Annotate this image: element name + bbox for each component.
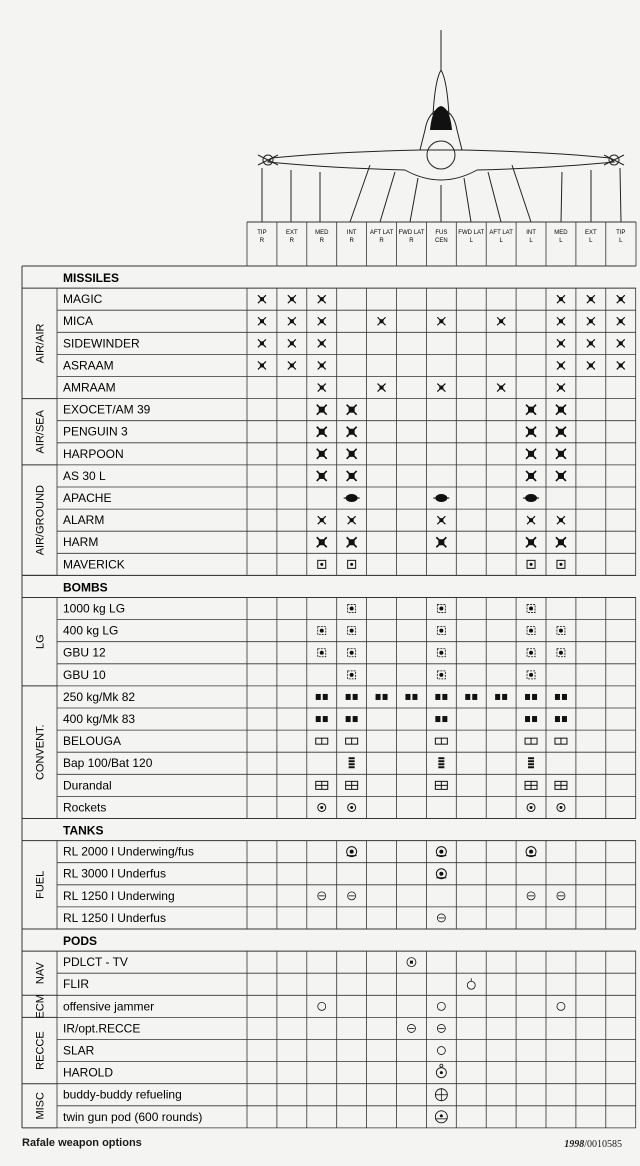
station-mark — [467, 978, 475, 989]
station-mark — [555, 738, 567, 744]
weapon-label: Bap 100/Bat 120 — [63, 756, 153, 771]
group-label — [22, 1031, 57, 1083]
station-sublabel: L — [499, 238, 503, 244]
station-mark — [435, 1089, 447, 1101]
station-mark — [587, 295, 595, 303]
station-mark — [348, 671, 356, 679]
weapon-row — [57, 354, 636, 376]
station-mark — [318, 384, 326, 392]
station-sublabel: L — [619, 238, 623, 244]
station-mark — [347, 471, 357, 481]
weapon-label: AS 30 L — [63, 468, 106, 483]
figure-reference — [564, 1139, 622, 1150]
weapon-label: 1000 kg LG — [63, 601, 126, 616]
station-mark — [347, 449, 357, 459]
group-name: LG — [34, 634, 47, 650]
weapon-label: MAGIC — [63, 292, 103, 307]
station-mark — [318, 560, 326, 568]
station-mark — [433, 494, 449, 502]
weapon-label: RL 1250 l Underfus — [63, 910, 166, 925]
group-name: MISC — [34, 1092, 47, 1120]
station-mark — [348, 516, 356, 524]
weapon-label: 400 kg LG — [63, 623, 119, 638]
station-mark — [436, 537, 446, 547]
section-title: PODS — [63, 934, 98, 948]
station-mark — [556, 427, 566, 437]
station-mark — [318, 803, 326, 811]
station-mark — [555, 716, 567, 722]
station-mark — [436, 1064, 446, 1078]
station-sublabel: L — [559, 238, 563, 244]
station-mark — [376, 694, 388, 700]
station-mark — [557, 803, 565, 811]
station-mark — [437, 1047, 445, 1055]
group-label — [22, 1092, 57, 1128]
station-mark — [526, 405, 536, 415]
weapon-label: SLAR — [63, 1043, 95, 1058]
station-mark — [437, 671, 445, 679]
section-header — [22, 929, 636, 951]
station-mark — [555, 781, 567, 789]
station-mark — [348, 892, 356, 900]
station-mark — [527, 892, 535, 900]
weapon-label: 250 kg/Mk 82 — [63, 689, 136, 704]
weapon-row — [57, 487, 636, 509]
station-mark — [436, 869, 446, 879]
weapon-row — [57, 1040, 636, 1062]
group-label — [22, 994, 57, 1018]
station-label: TIP — [257, 230, 267, 236]
weapon-row — [57, 686, 636, 708]
group-name: AIR/AIR — [34, 323, 47, 364]
weapon-row — [57, 973, 636, 995]
group-name: RECCE — [34, 1031, 47, 1070]
weapon-label: AMRAAM — [63, 380, 116, 395]
weapon-row — [57, 332, 636, 354]
weapon-row — [57, 377, 636, 399]
weapon-label: PENGUIN 3 — [63, 424, 128, 439]
station-mark — [436, 847, 446, 857]
weapon-row — [57, 1017, 636, 1039]
weapon-row — [57, 995, 636, 1017]
section-header — [22, 266, 636, 288]
station-mark — [288, 361, 296, 369]
station-mark — [587, 361, 595, 369]
station-mark — [497, 384, 505, 392]
weapon-row — [57, 509, 636, 531]
station-mark — [317, 405, 327, 415]
weapon-label: SIDEWINDER — [63, 336, 140, 351]
weapon-row — [57, 1106, 636, 1128]
weapon-row — [57, 1084, 636, 1106]
weapon-row — [57, 774, 636, 796]
weapon-label: ALARM — [63, 513, 105, 528]
station-mark — [317, 427, 327, 437]
station-mark — [556, 449, 566, 459]
station-mark — [258, 339, 266, 347]
station-mark — [617, 317, 625, 325]
station-sublabel: L — [529, 238, 533, 244]
station-mark — [526, 471, 536, 481]
station-sublabel: R — [349, 238, 354, 244]
station-mark — [435, 694, 447, 700]
station-sublabel: R — [379, 238, 384, 244]
weapon-label: MAVERICK — [63, 557, 125, 572]
station-mark — [348, 649, 356, 657]
weapon-row — [57, 465, 636, 487]
weapon-row — [57, 885, 636, 907]
station-label: FUS — [435, 230, 448, 236]
group-name: CONVENT. — [34, 724, 47, 781]
weapon-label: ASRAAM — [63, 358, 114, 373]
station-mark — [437, 384, 445, 392]
station-mark — [348, 803, 356, 811]
station-mark — [557, 560, 565, 568]
weapon-label: HARM — [63, 535, 99, 550]
station-mark — [435, 738, 447, 744]
station-label: FWD LAT — [458, 230, 485, 236]
station-mark — [378, 384, 386, 392]
weapon-label: PDLCT - TV — [63, 955, 128, 970]
group-name: NAV — [34, 962, 47, 985]
station-sublabel: CEN — [435, 238, 448, 244]
section-header — [22, 819, 636, 841]
station-mark — [527, 803, 535, 811]
weapon-row — [57, 288, 636, 310]
weapon-row — [57, 1062, 636, 1084]
station-mark — [347, 405, 357, 415]
weapon-row — [57, 531, 636, 553]
weapon-label: Durandal — [63, 778, 112, 793]
section-title: TANKS — [63, 823, 104, 838]
station-mark — [556, 537, 566, 547]
station-mark — [258, 295, 266, 303]
weapon-row — [57, 951, 636, 973]
weapon-label: RL 2000 l Underwing/fus — [63, 844, 194, 859]
weapon-label: twin gun pod (600 rounds) — [63, 1109, 203, 1124]
station-label: INT — [526, 230, 536, 236]
station-mark — [527, 560, 535, 568]
station-label: AFT LAT — [369, 230, 394, 236]
weapon-label: BELOUGA — [63, 734, 122, 749]
weapon-label: offensive jammer — [63, 999, 155, 1014]
station-mark — [555, 694, 567, 700]
station-label: MED — [554, 230, 568, 236]
station-mark — [348, 605, 356, 613]
weapon-label: RL 3000 l Underfus — [63, 866, 166, 881]
group-name: FUEL — [34, 870, 47, 899]
reference-year: 1998 — [564, 1139, 585, 1150]
weapon-label: EXOCET/AM 39 — [63, 402, 151, 417]
weapon-label: buddy-buddy refueling — [63, 1087, 182, 1102]
station-mark — [318, 649, 326, 657]
station-mark — [523, 494, 539, 502]
station-mark — [557, 649, 565, 657]
station-sublabel: R — [289, 238, 295, 244]
station-sublabel: R — [319, 238, 324, 244]
station-mark — [318, 361, 326, 369]
weapon-row — [57, 443, 636, 465]
station-sublabel: L — [469, 238, 473, 244]
station-mark — [318, 627, 326, 635]
station-mark — [349, 757, 355, 768]
station-mark — [437, 627, 445, 635]
weapon-label: FLIR — [63, 977, 90, 992]
station-mark — [405, 694, 417, 700]
station-mark — [557, 892, 565, 900]
station-mark — [587, 317, 595, 325]
station-mark — [527, 627, 535, 635]
weapon-row — [57, 553, 636, 575]
weapon-row — [57, 642, 636, 664]
group-label — [22, 724, 57, 818]
group-label — [22, 634, 57, 686]
station-mark — [435, 716, 447, 722]
station-mark — [437, 605, 445, 613]
station-label: MED — [315, 230, 329, 236]
group-label — [22, 871, 57, 929]
group-name: ECM — [34, 994, 47, 1019]
weapon-label: GBU 12 — [63, 645, 106, 660]
station-label: INT — [346, 230, 357, 236]
station-mark — [316, 694, 328, 700]
station-mark — [435, 781, 447, 789]
weapon-row — [57, 796, 636, 818]
section-title: BOMBS — [63, 580, 108, 595]
station-mark — [318, 295, 326, 303]
station-mark — [525, 694, 537, 700]
station-mark — [437, 317, 445, 325]
station-mark — [557, 295, 565, 303]
station-mark — [346, 738, 358, 744]
weapon-label: RL 1250 l Underwing — [63, 888, 175, 903]
station-mark — [344, 494, 360, 502]
weapon-row — [57, 421, 636, 443]
weapon-row — [57, 399, 636, 421]
station-mark — [525, 716, 537, 722]
station-mark — [318, 339, 326, 347]
station-mark — [288, 339, 296, 347]
station-mark — [288, 317, 296, 325]
station-mark — [316, 716, 328, 722]
station-mark — [348, 560, 356, 568]
figure-caption: Rafale weapon options — [22, 1137, 142, 1149]
station-header — [22, 222, 636, 1128]
station-mark — [437, 1024, 445, 1032]
station-mark — [318, 1002, 326, 1010]
group-label — [22, 485, 57, 575]
station-mark — [617, 339, 625, 347]
group-label — [22, 409, 57, 465]
station-mark — [557, 384, 565, 392]
station-sublabel: R — [409, 238, 414, 244]
station-mark — [556, 405, 566, 415]
station-mark — [527, 649, 535, 657]
station-mark — [317, 449, 327, 459]
station-label: AFT LAT — [489, 230, 513, 236]
section-title: MISSILES — [63, 271, 120, 285]
station-mark — [617, 361, 625, 369]
weapon-label: 400 kg/Mk 83 — [63, 712, 136, 726]
station-mark — [527, 516, 535, 524]
weapon-row — [57, 907, 636, 929]
station-mark — [526, 449, 536, 459]
station-mark — [557, 361, 565, 369]
station-mark — [316, 738, 328, 744]
group-name: AIR/GROUND — [34, 485, 47, 556]
weapon-label: HAROLD — [63, 1065, 114, 1080]
station-mark — [465, 694, 477, 700]
station-mark — [495, 694, 507, 700]
weapon-row — [57, 620, 636, 642]
station-mark — [557, 627, 565, 635]
weapon-row — [57, 863, 636, 885]
station-mark — [407, 958, 416, 967]
station-mark — [557, 516, 565, 524]
weapon-row — [57, 752, 636, 774]
weapon-row — [57, 841, 636, 863]
group-label — [22, 323, 57, 398]
station-mark — [348, 627, 356, 635]
weapon-label: APACHE — [63, 491, 112, 505]
station-label: TIP — [616, 230, 626, 236]
weapon-row — [57, 664, 636, 686]
station-label: EXT — [585, 230, 597, 236]
station-mark — [318, 892, 326, 900]
weapon-row — [57, 730, 636, 752]
station-mark — [526, 847, 536, 857]
group-name: AIR/SEA — [34, 410, 47, 454]
station-mark — [346, 781, 358, 789]
station-mark — [435, 1111, 447, 1123]
station-mark — [525, 781, 537, 789]
weapon-label: IR/opt.RECCE — [63, 1021, 141, 1036]
station-sublabel: L — [589, 238, 593, 244]
station-mark — [525, 738, 537, 744]
station-mark — [317, 471, 327, 481]
station-mark — [378, 317, 386, 325]
station-label: EXT — [286, 230, 298, 236]
weapon-label: GBU 10 — [63, 667, 106, 682]
station-mark — [526, 427, 536, 437]
station-mark — [346, 716, 358, 722]
station-mark — [557, 339, 565, 347]
station-mark — [617, 295, 625, 303]
reference-code: /0010585 — [584, 1139, 622, 1150]
weapon-row — [57, 310, 636, 332]
station-mark — [437, 1002, 445, 1010]
station-mark — [318, 516, 326, 524]
station-mark — [438, 757, 444, 768]
station-mark — [527, 671, 535, 679]
station-mark — [437, 649, 445, 657]
weapon-label: HARPOON — [63, 446, 124, 461]
section-header — [22, 575, 636, 597]
station-mark — [347, 427, 357, 437]
station-mark — [557, 317, 565, 325]
station-mark — [437, 516, 445, 524]
station-mark — [437, 914, 445, 922]
weapon-row — [57, 598, 636, 620]
station-mark — [347, 847, 357, 857]
station-mark — [587, 339, 595, 347]
station-mark — [528, 757, 534, 768]
station-mark — [318, 317, 326, 325]
station-sublabel: R — [259, 238, 265, 244]
weapon-row — [57, 708, 636, 730]
weapon-label: Rockets — [63, 800, 107, 815]
station-mark — [346, 694, 358, 700]
station-mark — [497, 317, 505, 325]
station-mark — [258, 317, 266, 325]
station-mark — [527, 605, 535, 613]
station-label: FWD LAT — [398, 230, 425, 236]
station-mark — [526, 537, 536, 547]
station-mark — [288, 295, 296, 303]
group-label — [22, 962, 57, 996]
station-mark — [556, 471, 566, 481]
station-mark — [258, 361, 266, 369]
station-mark — [317, 537, 327, 547]
station-mark — [347, 537, 357, 547]
station-mark — [557, 1002, 565, 1010]
station-mark — [316, 781, 328, 789]
weapon-label: MICA — [63, 314, 93, 329]
station-mark — [407, 1024, 415, 1032]
